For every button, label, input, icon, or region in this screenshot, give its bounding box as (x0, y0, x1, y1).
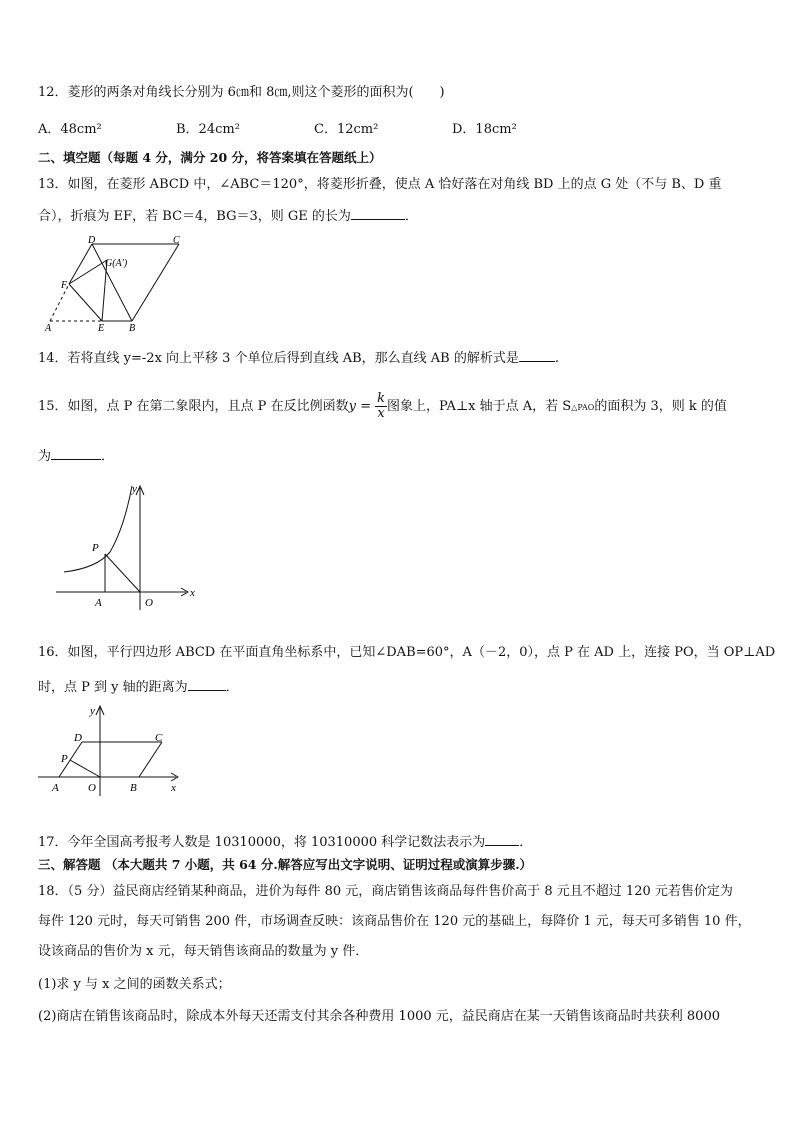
q15-line1: 15．如图，点 P 在第二象限内，且点 P 在反比例函数y = $\frac{k}{x}$ 图象上，PA⊥x 轴于点 A，若 S△PAO的面积为 3，则 k 的值 (38, 391, 727, 421)
q18-part2: (2)商店在销售该商品时，除成本外每天还需支付其余各种费用 1000 元，益民商店在某一天销售该商品时共获利 8000 (38, 1009, 720, 1024)
q12-text: 12．菱形的两条对角线长分别为 6㎝和 8㎝,则这个菱形的面积为( ) (38, 85, 445, 100)
label-x: x (171, 782, 176, 794)
label-b: B (130, 782, 137, 794)
q16-line1: 16．如图，平行四边形 ABCD 在平面直角坐标系中，已知∠DAB=60°，A（－2，0），点 P 在 AD 上，连接 PO，当 OP⊥AD (38, 645, 776, 660)
label-p: P (92, 542, 99, 554)
label-a: A (45, 323, 52, 334)
answer-blank (51, 446, 101, 460)
q12-option-d: D．18cm² (452, 122, 517, 137)
label-a: A (95, 597, 102, 609)
q13-line2: 合），折痕为 EF，若 BC＝4，BG＝3，则 GE 的长为 ． (38, 206, 418, 226)
q16-figure (36, 702, 186, 798)
label-e: E (98, 323, 105, 334)
answer-blank (485, 832, 519, 846)
label-f: F (61, 280, 68, 291)
label-c: C (173, 235, 180, 246)
label-d: D (88, 235, 96, 246)
q15-line2: 为 ． (38, 446, 114, 466)
q12-option-a: A．48cm² (38, 122, 102, 137)
label-b: B (129, 323, 136, 334)
section-2-heading: 二、填空题（每题 4 分，满分 20 分，将答案填在答题纸上） (38, 150, 382, 165)
q18-line3: 设该商品的售价为 x 元，每天销售该商品的数量为 y 件． (38, 944, 369, 959)
label-g: G(A′) (105, 258, 128, 269)
q17-text: 17．今年全国高考报考人数是 10310000，将 10310000 科学记数法表示为 ． (38, 832, 532, 852)
q13-line1: 13．如图，在菱形 ABCD 中，∠ABC＝120°，将菱形折叠，使点 A 恰好落在对角线 BD 上的点 G 处（不与 B、D 重 (38, 177, 722, 192)
label-o: O (145, 597, 153, 609)
label-x: x (190, 587, 195, 599)
q13-figure (40, 232, 200, 334)
q18-line2: 每件 120 元时，每天可销售 200 件，市场调查反映：该商品售价在 120 元的基础上，每降价 1 元，每天可多销售 10 件， (38, 914, 751, 929)
q12-option-c: C．12cm² (314, 122, 379, 137)
answer-blank (519, 348, 555, 362)
q18-part1: (1)求 y 与 x 之间的函数关系式； (38, 977, 231, 992)
answer-blank (188, 677, 226, 691)
q12-option-b: B．24cm² (176, 122, 240, 137)
q14-text: 14．若将直线 y=-2x 向上平移 3 个单位后得到直线 AB，那么直线 AB 的解析式是 . (38, 348, 559, 368)
label-a: A (52, 782, 59, 794)
fraction-k-over-x: $\frac{k}{x}$ (377, 391, 385, 421)
q18-line1: 18．（5 分）益民商店经销某种商品，进价为每件 80 元，商店销售该商品每件售价高于 8 元且不超过 120 元若售价定为 (38, 884, 733, 899)
section-3-heading: 三、解答题 （本大题共 7 小题，共 64 分.解答应写出文字说明、证明过程或演算步骤.） (38, 857, 533, 872)
q16-line2: 时，点 P 到 y 轴的距离为 ． (38, 677, 239, 697)
label-y: y (132, 483, 137, 495)
label-y: y (90, 705, 95, 717)
answer-blank (351, 206, 405, 220)
label-c: C (155, 732, 163, 744)
label-o: O (88, 782, 96, 794)
label-d: D (74, 732, 82, 744)
label-p: P (61, 753, 68, 765)
q15-figure (52, 480, 200, 612)
